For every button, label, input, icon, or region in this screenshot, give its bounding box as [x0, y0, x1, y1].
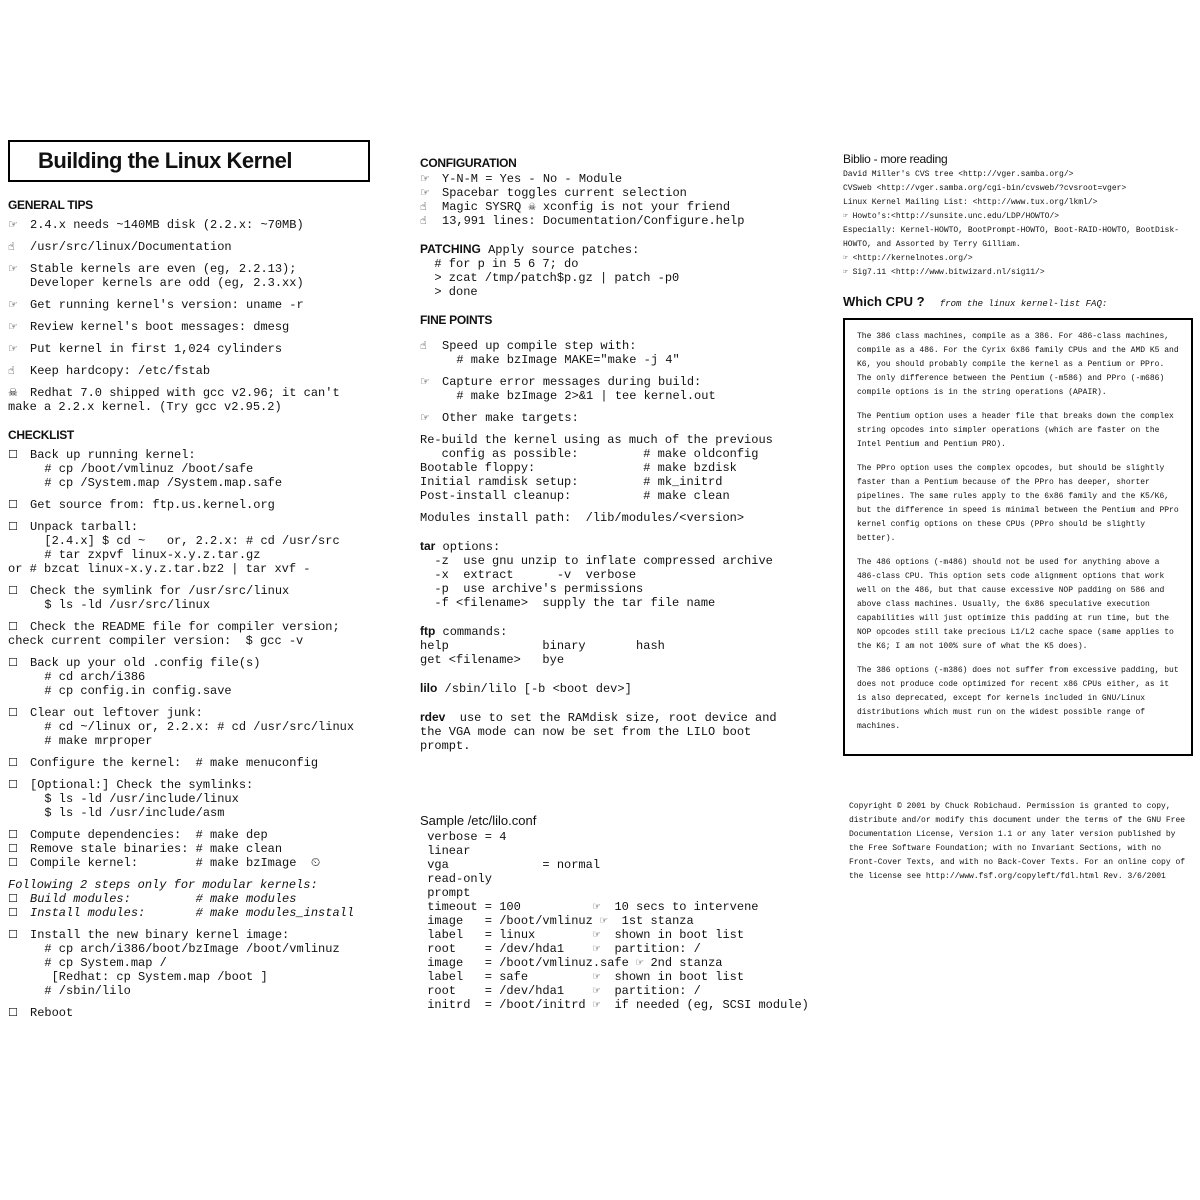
- tip-item-text: [8, 386, 380, 414]
- checklist-item-text: [30, 828, 380, 842]
- sample-lilo-section: [420, 813, 830, 1012]
- text-line: Keep hardcopy: /etc/fstab: [30, 364, 211, 378]
- tip-item: [8, 298, 380, 312]
- fine-point-item-text: [442, 411, 830, 425]
- tip-item: [8, 386, 380, 414]
- biblio-heading: Biblio - more reading: [843, 152, 948, 166]
- fine-point-item: [420, 375, 830, 403]
- text-line: Compute dependencies: # make dep: [30, 828, 268, 842]
- text-line: Configure the kernel: # make menuconfig: [30, 756, 319, 770]
- text-line: # make mrproper: [30, 734, 153, 748]
- lilo-section: [420, 681, 830, 696]
- text-line: Install the new binary kernel image:: [30, 928, 290, 942]
- patch-line: > zcat /tmp/patch$p.gz | patch -p0: [420, 271, 680, 285]
- general-tips-heading: GENERAL TIPS: [8, 198, 93, 212]
- lilo-label: lilo: [420, 681, 438, 695]
- config-item-text: Magic SYSRQ ☠ xconfig is not your friend: [442, 200, 731, 214]
- checklist-item-text: [30, 706, 380, 748]
- target-line: config as possible: # make oldconfig: [420, 447, 759, 461]
- configuration-section: [420, 156, 830, 228]
- text-line: # cp /boot/vmlinuz /boot/safe: [30, 462, 254, 476]
- right-column: [843, 152, 1193, 884]
- checkbox-icon: ☐: [8, 448, 18, 461]
- text-line: # make bzImage 2>&1 | tee kernel.out: [442, 389, 716, 403]
- text-line: Back up your old .config file(s): [30, 656, 261, 670]
- text-line: [Redhat: cp System.map /boot ]: [30, 970, 268, 984]
- tar-line: -p use archive's permissions: [420, 582, 644, 596]
- lilo-conf-line: prompt: [420, 886, 471, 900]
- checklist-item: [8, 620, 380, 648]
- biblio-line: Especially: Kernel-HOWTO, BootPrompt-HOWTO, Boot-RAID-HOWTO, BootDisk-HOWTO, and Assorted by Terry Gilliam.: [843, 226, 1180, 249]
- text-line: # cp System.map /: [30, 956, 167, 970]
- biblio-section: [843, 152, 1193, 280]
- middle-column: [420, 156, 830, 1012]
- cpu-heading: Which CPU ?: [843, 294, 925, 309]
- tip-item-text: [30, 364, 380, 378]
- sample-lilo-heading: Sample /etc/lilo.conf: [420, 813, 537, 828]
- tar-section: [420, 539, 830, 610]
- patch-line: # for p in 5 6 7; do: [420, 257, 579, 271]
- text-line: Stable kernels are even (eg, 2.2.13);: [30, 262, 297, 276]
- hand-icon: ☝: [8, 240, 15, 253]
- lilo-conf-line: label = safe ☞ shown in boot list: [420, 970, 745, 984]
- config-item-text: 13,991 lines: Documentation/Configure.help: [442, 214, 745, 228]
- text-line: [2.4.x] $ cd ~ or, 2.2.x: # cd /usr/src: [30, 534, 340, 548]
- checkbox-icon: ☐: [8, 906, 18, 919]
- checklist-item: [8, 706, 380, 748]
- text-line: Speed up compile step with:: [442, 339, 637, 353]
- config-item: [420, 200, 830, 214]
- hand-icon: ☝: [420, 339, 427, 352]
- target-line: Re-build the kernel using as much of the previous: [420, 433, 773, 447]
- rdev-text: use to set the RAMdisk size, root device and: [445, 711, 777, 725]
- copyright-notice: Copyright © 2001 by Chuck Robichaud. Permission is granted to copy, distribute and/or modify this document under the terms of the GNU Free Documentation License, Version 1.1 or any later version published by the Free Software Foundation; with no Invariant Sections, with no Front-Cover Texts, and with no Back-Cover Texts. For an online copy of the license see http://www.fsf.org/copyleft/fdl.html Rev. 3/6/2001: [849, 802, 1186, 881]
- lilo-conf-line: vga = normal: [420, 858, 601, 872]
- text-line: or # bzcat linux-x.y.z.tar.bz2 | tar xvf -: [8, 562, 311, 576]
- cpu-subheading: from the linux kernel-list FAQ:: [939, 299, 1108, 309]
- checklist-item: [8, 756, 380, 770]
- checklist-item: [8, 584, 380, 612]
- hand-icon: ☝: [420, 200, 427, 213]
- text-line: Get running kernel's version: uname -r: [30, 298, 304, 312]
- patching-intro: Apply source patches:: [480, 243, 640, 257]
- modular-item: [8, 892, 380, 906]
- text-line: Capture error messages during build:: [442, 375, 702, 389]
- checklist-item-text: [30, 448, 380, 490]
- text-line: $ ls -ld /usr/src/linux: [30, 598, 211, 612]
- install-item: [8, 928, 380, 998]
- fine-point-item: [420, 411, 830, 425]
- checklist-item-text: [30, 498, 380, 512]
- tip-item: [8, 342, 380, 356]
- tar-line: -x extract -v verbose: [420, 568, 637, 582]
- general-tips-section: [8, 198, 380, 414]
- text-line: Other make targets:: [442, 411, 579, 425]
- biblio-lines: [843, 168, 1193, 280]
- text-line: # cp arch/i386/boot/bzImage /boot/vmlinuz: [30, 942, 340, 956]
- biblio-line: ☞ Howto's:<http://sunsite.unc.edu/LDP/HOWTO/>: [843, 212, 1060, 221]
- target-line: Post-install cleanup: # make clean: [420, 489, 730, 503]
- target-line: Bootable floppy: # make bzdisk: [420, 461, 737, 475]
- install-item-text: [30, 1006, 380, 1020]
- patch-line: > done: [420, 285, 478, 299]
- checkbox-icon: ☐: [8, 620, 18, 633]
- tip-item: [8, 240, 380, 254]
- rdev-label: rdev: [420, 710, 446, 724]
- checklist-item: [8, 656, 380, 698]
- ftp-line: get <filename> bye: [420, 653, 565, 667]
- lilo-conf-line: image = /boot/vmlinuz ☞ 1st stanza: [420, 914, 694, 928]
- pointing-hand-icon: ☞: [8, 218, 18, 231]
- biblio-line: ☞ <http://kernelnotes.org/>: [843, 254, 973, 263]
- tip-item-text: [30, 240, 380, 254]
- checklist-item-text: [30, 778, 380, 820]
- biblio-line: CVSweb <http://vger.samba.org/cgi-bin/cvsweb/?cvsroot=vger>: [843, 184, 1127, 193]
- checklist-item: [8, 498, 380, 512]
- checklist-item: [8, 520, 380, 576]
- text-line: Remove stale binaries: # make clean: [30, 842, 283, 856]
- install-item-text: [30, 928, 380, 998]
- tar-line: -z use gnu unzip to inflate compressed archive: [420, 554, 773, 568]
- text-line: Clear out leftover junk:: [30, 706, 203, 720]
- ftp-lines: [420, 639, 830, 667]
- rdev-section: [420, 710, 830, 753]
- config-item: [420, 172, 830, 186]
- config-item-text: Spacebar toggles current selection: [442, 186, 687, 200]
- pointing-hand-icon: ☞: [420, 375, 430, 388]
- modular-item: [8, 906, 380, 920]
- checklist-section: [8, 428, 380, 1020]
- text-line: Review kernel's boot messages: dmesg: [30, 320, 290, 334]
- tar-line: -f <filename> supply the tar file name: [420, 596, 716, 610]
- text-line: Compile kernel: # make bzImage ⏲: [30, 856, 321, 870]
- lilo-conf-line: verbose = 4: [420, 830, 507, 844]
- text-line: 2.4.x needs ~140MB disk (2.2.x: ~70MB): [30, 218, 304, 232]
- checklist-item-text: [30, 584, 380, 612]
- checklist-item-text: [30, 842, 380, 856]
- tar-label: tar: [420, 539, 436, 553]
- ftp-section: [420, 624, 830, 667]
- sample-lilo-lines: [420, 830, 830, 1012]
- lilo-conf-line: root = /dev/hda1 ☞ partition: /: [420, 984, 701, 998]
- modular-note: Following 2 steps only for modular kernels:: [8, 878, 318, 892]
- config-item: [420, 186, 830, 200]
- checklist-item: [8, 856, 380, 870]
- checkbox-icon: ☐: [8, 842, 18, 855]
- text-line: Redhat 7.0 shipped with gcc v2.96; it can't: [30, 386, 340, 400]
- modules-path: Modules install path: /lib/modules/<version>: [420, 511, 745, 525]
- modular-item-text: Install modules: # make modules_install: [30, 906, 355, 920]
- text-line: [Optional:] Check the symlinks:: [30, 778, 254, 792]
- cpu-paragraph: The PPro option uses the complex opcodes, but should be slightly faster than a Pentium because of the PPro has deeper, shorter pipelines. The same rules apply to the 6x86 family and the K5/K6, but the difference in speed is minimal between the Pentium and PPro kernel config options on these CPUs (PPro should be slightly better).: [857, 464, 1179, 543]
- text-line: # make bzImage MAKE="make -j 4": [442, 353, 680, 367]
- checklist-item-text: [30, 756, 380, 770]
- patching-label: PATCHING: [420, 242, 481, 256]
- lilo-conf-line: read-only: [420, 872, 493, 886]
- text-line: Check the symlink for /usr/src/linux: [30, 584, 290, 598]
- fine-points-section: [420, 313, 830, 525]
- rdev-line: [420, 710, 830, 725]
- biblio-line: Linux Kernel Mailing List: <http://www.tux.org/lkml/>: [843, 198, 1098, 207]
- text-line: # /sbin/lilo: [30, 984, 131, 998]
- tar-lines: [420, 554, 830, 610]
- cpu-paragraph: The 386 options (-m386) does not suffer from excessive padding, but does not produce code optimized for recent x86 CPUs either, as it is also deprecated, except for kernels included in GNU/Linux distributions which must run on the widest possible range of machines.: [857, 666, 1179, 731]
- text-line: Check the README file for compiler version;: [30, 620, 340, 634]
- tip-item-text: [30, 342, 380, 356]
- config-item-text: Y-N-M = Yes - No - Module: [442, 172, 623, 186]
- checkbox-icon: ☐: [8, 1006, 18, 1019]
- fine-points-list: [420, 339, 830, 425]
- tip-item-text: [30, 262, 380, 290]
- checklist-item-text: [30, 656, 380, 698]
- ftp-label: ftp: [420, 624, 436, 638]
- tar-intro: options:: [435, 540, 501, 554]
- tip-item-text: [30, 320, 380, 334]
- checkbox-icon: ☐: [8, 778, 18, 791]
- patching-lines: [420, 257, 830, 299]
- checklist-item: [8, 448, 380, 490]
- cpu-paragraph: The Pentium option uses a header file that breaks down the complex string opcodes into simpler operations (which are faster on the Intel Pentium and Pentium PRO).: [857, 412, 1174, 449]
- text-line: Reboot: [30, 1006, 74, 1020]
- rdev-line: the VGA mode can now be set from the LILO boot: [420, 725, 752, 739]
- rdev-lines: [420, 710, 830, 753]
- text-line: # cd arch/i386: [30, 670, 146, 684]
- text-line: Developer kernels are odd (eg, 2.3.xx): [30, 276, 304, 290]
- checkbox-icon: ☐: [8, 584, 18, 597]
- ftp-intro: commands:: [435, 625, 508, 639]
- modular-item-text: Build modules: # make modules: [30, 892, 297, 906]
- patching-section: [420, 242, 830, 299]
- text-line: Back up running kernel:: [30, 448, 196, 462]
- cpu-heading-row: [843, 294, 1193, 310]
- fine-points-heading: FINE POINTS: [420, 313, 493, 327]
- text-line: check current compiler version: $ gcc -v: [8, 634, 304, 648]
- checkbox-icon: ☐: [8, 656, 18, 669]
- biblio-line: David Miller's CVS tree <http://vger.samba.org/>: [843, 170, 1074, 179]
- text-line: # cd ~/linux or, 2.2.x: # cd /usr/src/linux: [30, 720, 355, 734]
- cpu-paragraph: The 486 options (-m486) should not be used for anything above a 486-class CPU. This option sets code alignment options that work well on the 486, but that cause excessive NOP padding on 586 and above class machines. Usually, the 6x86 speculative execution capabilities will just optimize this padding at run time, but the NOP opcodes still take precious L1/L2 cache space (same applies to the K6; I am not 100% sure of what the K5 does).: [857, 558, 1174, 651]
- config-item: [420, 214, 830, 228]
- checkbox-icon: ☐: [8, 856, 18, 869]
- lilo-conf-line: initrd = /boot/initrd ☞ if needed (eg, SCSI module): [420, 998, 809, 1012]
- tip-item-text: [30, 298, 380, 312]
- page-title: Building the Linux Kernel: [38, 148, 292, 173]
- pointing-hand-icon: ☞: [420, 186, 430, 199]
- checklist-heading: CHECKLIST: [8, 428, 74, 442]
- lilo-conf-line: image = /boot/vmlinuz.safe ☞ 2nd stanza: [420, 956, 723, 970]
- fine-point-item-text: [442, 339, 830, 367]
- checklist-item-text: [8, 620, 380, 648]
- checkbox-icon: ☐: [8, 498, 18, 511]
- cpu-paragraph: The 386 class machines, compile as a 386. For 486-class machines, compile as a 486. For the Cyrix 6x86 family CPUs and the AMD K5 and K6, you should probably compile the kernel as a Pentium or PPro. The only difference between the Pentium (-m586) and PPro (-m686) compile options is in the string operations (APAIR).: [857, 332, 1179, 397]
- checkbox-icon: ☐: [8, 706, 18, 719]
- configuration-list: [420, 172, 830, 228]
- tip-item: [8, 320, 380, 334]
- install-item: [8, 1006, 380, 1020]
- text-line: Get source from: ftp.us.kernel.org: [30, 498, 275, 512]
- hand-icon: ☝: [8, 364, 15, 377]
- install-list: [8, 928, 380, 1020]
- checkbox-icon: ☐: [8, 928, 18, 941]
- lilo-conf-line: linear: [420, 844, 471, 858]
- make-targets: [420, 433, 830, 503]
- text-line: # tar zxpvf linux-x.y.z.tar.gz: [30, 548, 261, 562]
- modular-list: [8, 892, 380, 920]
- text-line: $ ls -ld /usr/include/asm: [30, 806, 225, 820]
- tip-item: [8, 364, 380, 378]
- biblio-line: ☞ Sig7.11 <http://www.bitwizard.nl/sig11/>: [843, 268, 1045, 277]
- pointing-hand-icon: ☞: [8, 342, 18, 355]
- fine-point-item: [420, 339, 830, 367]
- checkbox-icon: ☐: [8, 892, 18, 905]
- tip-item-text: [30, 218, 380, 232]
- pointing-hand-icon: ☞: [8, 298, 18, 311]
- checklist-item-text: [8, 520, 380, 576]
- checkbox-icon: ☐: [8, 828, 18, 841]
- checklist-item: [8, 778, 380, 820]
- lilo-conf-line: label = linux ☞ shown in boot list: [420, 928, 745, 942]
- tip-item: [8, 262, 380, 290]
- skull-icon: ☠: [8, 386, 18, 399]
- pointing-hand-icon: ☞: [420, 172, 430, 185]
- general-tips-list: [8, 218, 380, 414]
- left-column: [8, 140, 380, 1034]
- ftp-line: help binary hash: [420, 639, 665, 653]
- hand-icon: ☝: [420, 214, 427, 227]
- checkbox-icon: ☐: [8, 520, 18, 533]
- text-line: # cp config.in config.save: [30, 684, 232, 698]
- fine-point-item-text: [442, 375, 830, 403]
- checkbox-icon: ☐: [8, 756, 18, 769]
- title-box: [8, 140, 370, 182]
- text-line: # cp /System.map /System.map.safe: [30, 476, 283, 490]
- text-line: make a 2.2.x kernel. (Try gcc v2.95.2): [8, 400, 282, 414]
- lilo-text: /sbin/lilo [-b <boot dev>]: [437, 682, 632, 696]
- text-line: /usr/src/linux/Documentation: [30, 240, 232, 254]
- text-line: $ ls -ld /usr/include/linux: [30, 792, 239, 806]
- tip-item: [8, 218, 380, 232]
- configuration-heading: CONFIGURATION: [420, 156, 517, 170]
- cpu-box: [843, 318, 1193, 756]
- checklist-item: [8, 828, 380, 842]
- text-line: Put kernel in first 1,024 cylinders: [30, 342, 283, 356]
- pointing-hand-icon: ☞: [8, 320, 18, 333]
- checklist-item-text: [30, 856, 380, 870]
- text-line: Unpack tarball:: [30, 520, 139, 534]
- rdev-line: prompt.: [420, 739, 471, 753]
- checklist-list: [8, 448, 380, 870]
- checklist-item: [8, 842, 380, 856]
- pointing-hand-icon: ☞: [420, 411, 430, 424]
- lilo-conf-line: timeout = 100 ☞ 10 secs to intervene: [420, 900, 759, 914]
- target-line: Initial ramdisk setup: # mk_initrd: [420, 475, 723, 489]
- lilo-conf-line: root = /dev/hda1 ☞ partition: /: [420, 942, 701, 956]
- pointing-hand-icon: ☞: [8, 262, 18, 275]
